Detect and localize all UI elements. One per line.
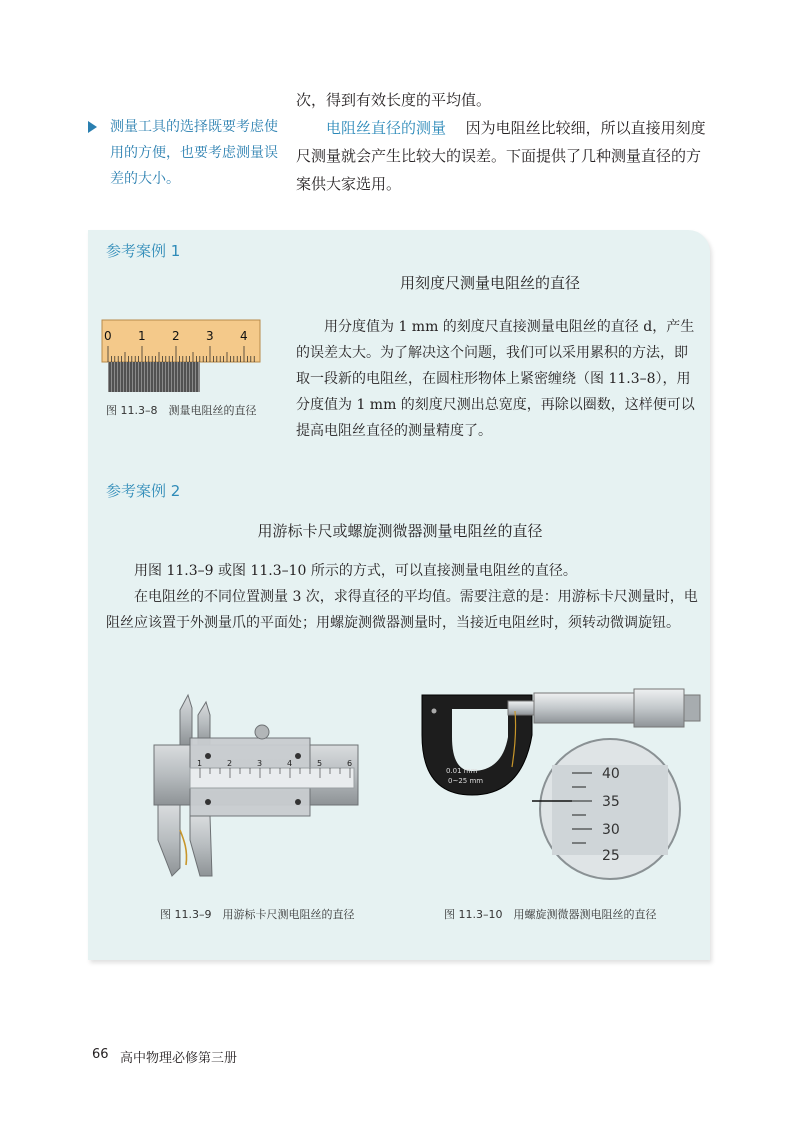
thimble <box>634 689 684 727</box>
sidenote <box>88 114 278 192</box>
thimble-tick-35: 35 <box>602 794 620 810</box>
caliper-tick-3: 3 <box>257 759 263 768</box>
page-number: 66 <box>92 1047 109 1062</box>
case2-paragraph-2: 在电阻丝的不同位置测量 3 次，求得直径的平均值。需要注意的是：用游标卡尺测量时，电阻丝应该置于外测量爪的平面处；用螺旋测微器测量时，当接近电阻丝时，须转动微调旋钮。 <box>106 589 698 631</box>
caliper-tick-4: 4 <box>287 759 293 768</box>
vernier-caliper-figure <box>150 690 362 880</box>
micrometer-figure <box>412 675 702 880</box>
lower-jaw-sliding <box>190 816 212 876</box>
thimble-tick-40: 40 <box>602 766 620 782</box>
micrometer-label-range: 0~25 mm <box>448 777 484 785</box>
triangle-bullet-icon <box>88 121 97 133</box>
case1-label: 参考案例 1 <box>106 242 181 260</box>
caliper-tick-5: 5 <box>317 759 323 768</box>
resistance-wire <box>180 830 187 865</box>
figure-11-3-8-caption: 图 11.3–8 测量电阻丝的直径 <box>106 404 257 417</box>
caliper-tick-6: 6 <box>347 759 353 768</box>
intro-text <box>296 86 708 198</box>
thimble-tick-30: 30 <box>602 822 620 838</box>
case2-label: 参考案例 2 <box>106 482 181 500</box>
thimble-tick-25: 25 <box>602 848 620 864</box>
case1-title: 用刻度尺测量电阻丝的直径 <box>399 274 580 292</box>
figure-11-3-10-caption: 图 11.3–10 用螺旋测微器测电阻丝的直径 <box>444 908 657 921</box>
ruler-tick-0: 0 <box>104 329 112 343</box>
caliper-tick-1: 1 <box>197 759 203 768</box>
ruler-tick-1: 1 <box>138 329 146 343</box>
case1-paragraph: 用分度值为 1 mm 的刻度尺直接测量电阻丝的直径 d，产生的误差太大。为了解决这个问题，我们可以采用累积的方法，即取一段新的电阻丝，在圆柱形物体上紧密缠绕（图 11.3–8），用分度值为 1 mm 的刻度尺测出总宽度，再除以圈数，这样便可以提高电阻丝直径的测量精度了。 <box>296 319 695 439</box>
intro-paragraph: 因为电阻丝比较细，所以直接用刻度尺测量就会产生比较大的误差。下面提供了几种测量直径的方案供大家选用。 <box>296 119 706 193</box>
book-title: 高中物理必修第三册 <box>120 1051 238 1066</box>
figure-11-3-9-caption: 图 11.3–9 用游标卡尺测电阻丝的直径 <box>160 908 355 921</box>
case2-paragraph-1: 用图 11.3–9 或图 11.3–10 所示的方式，可以直接测量电阻丝的直径。 <box>134 563 577 579</box>
ratchet-knob <box>684 695 700 721</box>
sidenote-text: 测量工具的选择既要考虑使用的方便，也要考虑测量误差的大小。 <box>110 119 278 187</box>
case2-title: 用游标卡尺或螺旋测微器测量电阻丝的直径 <box>257 522 543 540</box>
intro-line-1: 次，得到有效长度的平均值。 <box>296 91 492 109</box>
lower-jaw-fixed <box>158 805 180 876</box>
ruler-tick-3: 3 <box>206 329 214 343</box>
sleeve <box>534 693 634 723</box>
spindle <box>508 701 534 715</box>
caliper-tick-2: 2 <box>227 759 233 768</box>
ruler-tick-2: 2 <box>172 329 180 343</box>
micrometer-label-precision: 0.01 mm <box>446 767 478 775</box>
ruler-coil-figure <box>100 318 262 394</box>
ruler-tick-4: 4 <box>240 329 248 343</box>
intro-keyword: 电阻丝直径的测量 <box>326 119 447 137</box>
thumb-screw <box>255 725 269 739</box>
ruler-body <box>102 320 260 362</box>
main-scale <box>190 768 354 788</box>
